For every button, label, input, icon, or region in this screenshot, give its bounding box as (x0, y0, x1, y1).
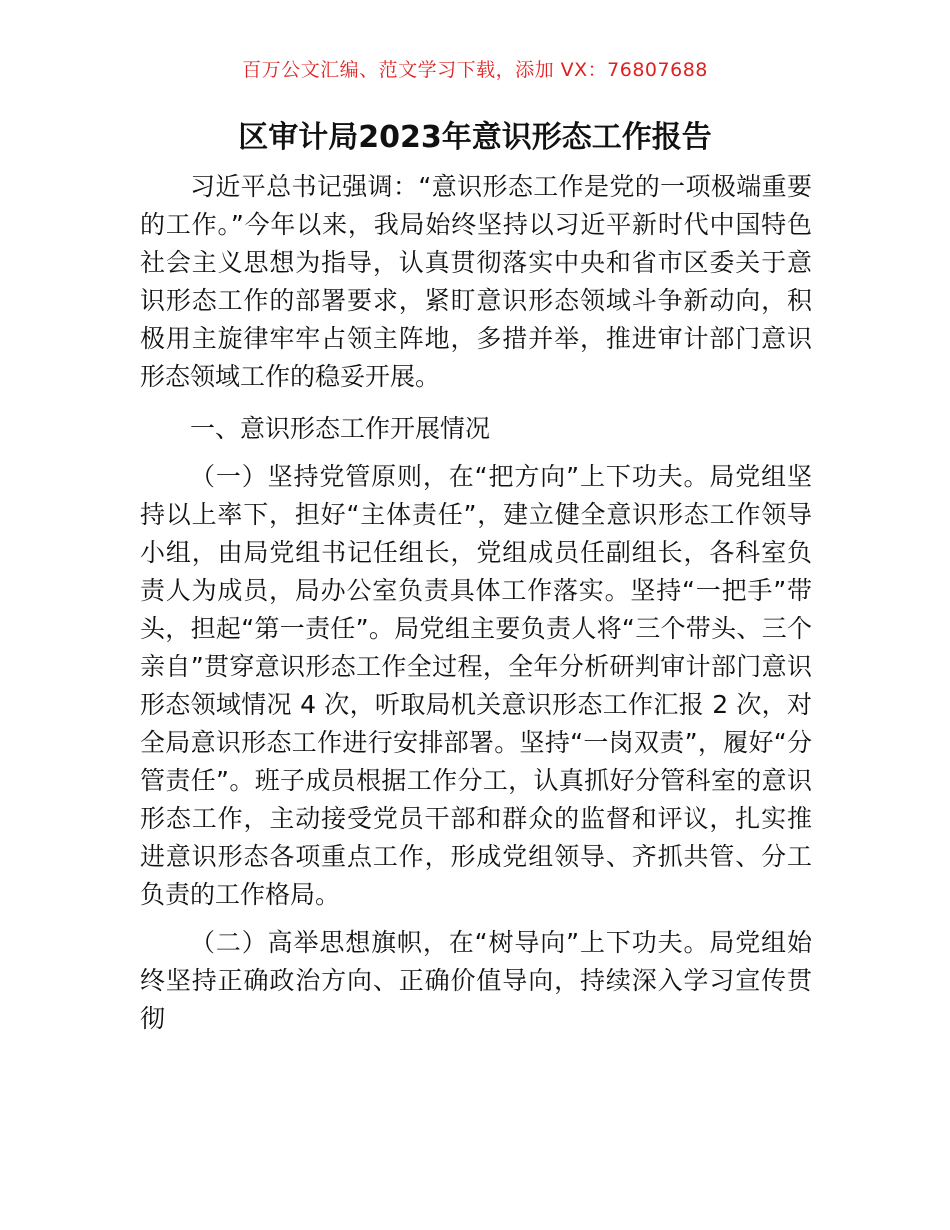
intro-paragraph: 习近平总书记强调：“意识形态工作是党的一项极端重要的工作。”今年以来，我局始终坚持以习近平新时代中国特色社会主义思想为指导，认真贯彻落实中央和省市区委关于意识形态工作的部署要求，紧盯意识形态领域斗争新动向，积极用主旋律牢牢占领主阵地，多措并举，推进审计部门意识形态领域工作的稳妥开展。 (140, 172, 812, 391)
document-body (140, 168, 812, 1038)
header-watermark: 百万公文汇编、范文学习下载，添加 VX：76807688 (242, 59, 708, 81)
paragraph-item-2: （二）高举思想旗帜，在“树导向”上下功夫。局党组始终坚持正确政治方向、正确价值导向，持续深入学习宣传贯彻 (140, 928, 812, 1033)
section-heading-1: 一、意识形态工作开展情况 (190, 414, 491, 443)
paragraph-item-1: （一）坚持党管原则，在“把方向”上下功夫。局党组坚持以上率下，担好“主体责任”，建立健全意识形态工作领导小组，由局党组书记任组长，党组成员任副组长，各科室负责人为成员，局办公室负责具体工作落实。坚持“一把手”带头，担起“第一责任”。局党组主要负责人将“三个带头、三个亲自”贯穿意识形态工作全过程，全年分析研判审计部门意识形态领域情况 4 次，听取局机关意识形态工作汇报 2 次，对全局意识形态工作进行安排部署。坚持“一岗双责”，履好“分管责任”。班子成员根据工作分工，认真抓好分管科室的意识形态工作，主动接受党员干部和群众的监督和评议，扎实推进意识形态各项重点工作，形成党组领导、齐抓共管、分工负责的工作格局。 (140, 462, 812, 909)
document-title: 区审计局2023年意识形态工作报告 (238, 120, 712, 155)
